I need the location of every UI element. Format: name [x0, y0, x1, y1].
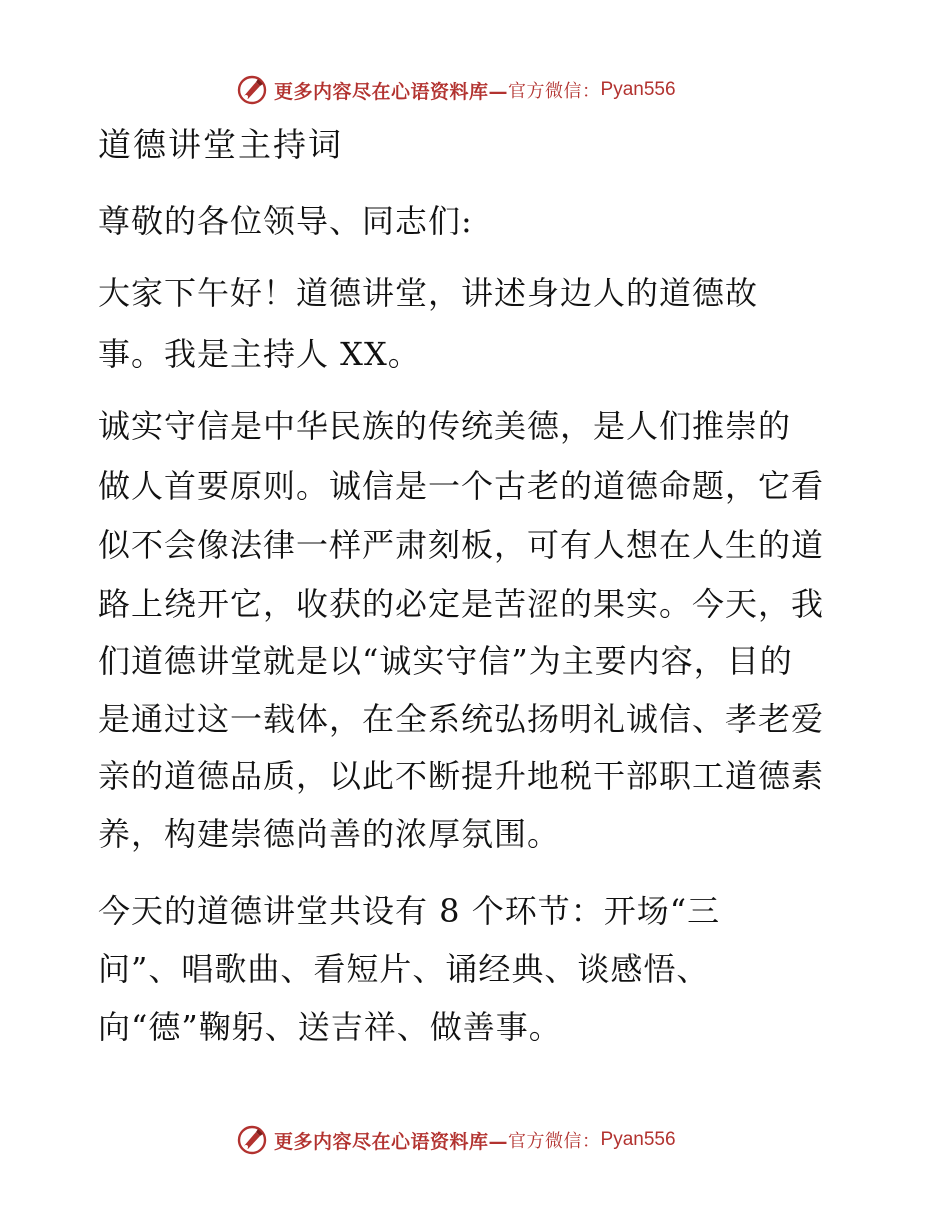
paragraph2-line: 似不会像法律一样严肃刻板，可有人想在人生的道: [98, 526, 825, 564]
paragraph2-line: 们道德讲堂就是以“诚实守信”为主要内容，目的: [98, 642, 793, 680]
paragraph2-line: 亲的道德品质，以此不断提升地税干部职工道德素: [98, 757, 825, 795]
paragraph1-line: 事。我是主持人 XX。: [98, 335, 421, 373]
header-banner: [236, 72, 676, 108]
banner-wechat-label: 官方微信：: [508, 1131, 601, 1152]
pen-logo-icon: [236, 74, 268, 106]
paragraph2-line: 养，构建崇德尚善的浓厚氛围。: [98, 815, 561, 853]
greeting: 尊敬的各位领导、同志们:: [98, 202, 473, 240]
banner-wechat-label: 官方微信：: [508, 81, 601, 102]
paragraph2-line: 诚实守信是中华民族的传统美德，是人们推崇的: [98, 407, 792, 445]
paragraph2-line: 做人首要原则。诚信是一个古老的道德命题，它看: [98, 467, 825, 505]
banner-library-text: 更多内容尽在心语资料库—: [274, 80, 509, 103]
paragraph3-line: 问”、唱歌曲、看短片、诵经典、谈感悟、: [98, 950, 710, 988]
paragraph2-line: 路上绕开它，收获的必定是苦涩的果实。今天，我: [98, 585, 825, 623]
paragraph2-line: 是通过这一载体，在全系统弘扬明礼诚信、孝老爱: [98, 700, 825, 738]
paragraph1-line: 大家下午好！道德讲堂，讲述身边人的道德故: [98, 274, 759, 312]
paragraph3-line: 今天的道德讲堂共设有 8 个环节：开场“三: [98, 892, 721, 930]
pen-logo-icon: [236, 1124, 268, 1156]
banner-wechat-id: Pyan556: [600, 79, 676, 100]
banner-wechat-id: Pyan556: [600, 1129, 676, 1150]
paragraph3-line: 向“德”鞠躬、送吉祥、做善事。: [98, 1008, 562, 1046]
document-title: 道德讲堂主持词: [98, 125, 343, 164]
footer-banner: [236, 1122, 676, 1158]
banner-library-text: 更多内容尽在心语资料库—: [274, 1130, 509, 1153]
